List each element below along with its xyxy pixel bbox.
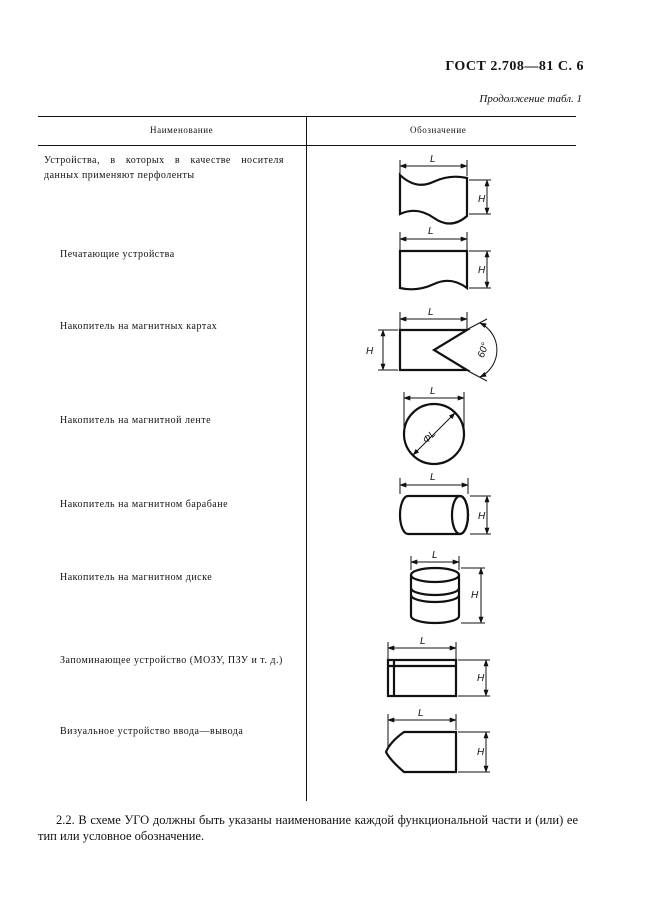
page-header: ГОСТ 2.708—81 С. 6 — [445, 59, 584, 74]
table-row-name: Накопитель на магнитных картах — [60, 321, 218, 332]
dimension-label: L — [428, 226, 434, 237]
dimension-label: L — [430, 472, 436, 483]
table-top-rule — [38, 116, 576, 117]
footer-paragraph: 2.2. В схеме УГО должны быть указаны наименование каждой функциональной части и (или) ее тип или условное обозначение. — [38, 813, 578, 843]
dimension-label: H — [478, 511, 486, 522]
punched-tape-symbol — [400, 154, 491, 224]
table-row-name: Печатающие устройства — [60, 249, 175, 260]
table-row-name: Запоминающее устройство (МОЗУ, ПЗУ и т. д.) — [60, 655, 283, 666]
dimension-label: L — [432, 550, 438, 561]
dimension-label: L — [420, 636, 426, 647]
column-header-symbol: Обозначение — [410, 125, 467, 135]
display-device-symbol — [386, 708, 490, 772]
dimension-label: L — [430, 386, 436, 397]
dimension-label: H — [477, 747, 485, 758]
dimension-label: ФL — [420, 428, 439, 447]
dimension-label: L — [428, 307, 434, 318]
table-row-name: Накопитель на магнитном барабане — [60, 499, 229, 510]
dimension-label: L — [418, 708, 424, 719]
magnetic-card-symbol — [366, 307, 497, 381]
table-row-name: Устройства, в которых в качестве носителя данных применяют перфоленты — [44, 155, 284, 181]
table-row-name: Накопитель на магнитной ленте — [60, 415, 212, 426]
dimension-label: H — [366, 346, 374, 357]
table-continuation-note: Продолжение табл. 1 — [479, 93, 582, 105]
table-row-name: Визуальное устройство ввода—вывода — [60, 726, 244, 737]
dimension-label: L — [430, 154, 436, 165]
magnetic-tape-symbol — [404, 386, 464, 464]
magnetic-drum-symbol — [400, 472, 491, 534]
dimension-label: H — [478, 265, 486, 276]
dimension-label: H — [477, 673, 485, 684]
symbols-column — [307, 147, 577, 807]
table-row-name: Накопитель на магнитном диске — [60, 572, 213, 583]
storage-device-symbol — [388, 636, 490, 696]
magnetic-disk-symbol — [411, 550, 485, 623]
dimension-label: H — [471, 590, 479, 601]
angle-label: 60° — [475, 341, 492, 360]
dimension-label: H — [478, 194, 486, 205]
printer-symbol — [400, 226, 491, 289]
table-header-rule — [38, 145, 576, 146]
column-header-name: Наименование — [150, 125, 214, 135]
